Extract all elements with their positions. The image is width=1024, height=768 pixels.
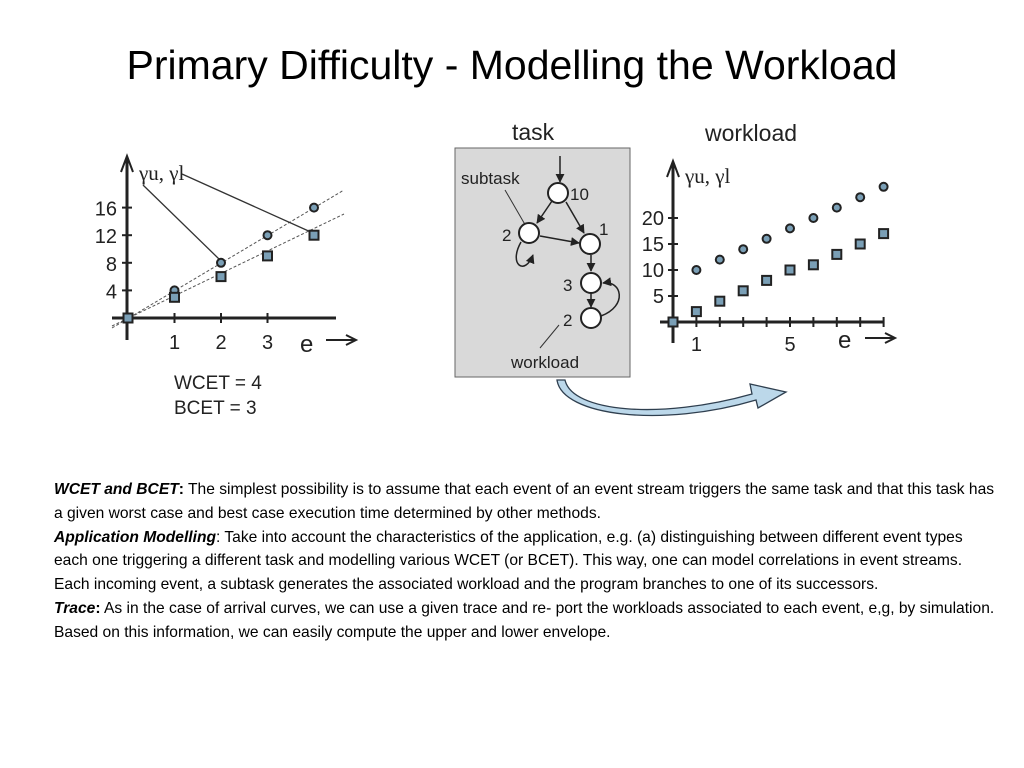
paragraph-trace (54, 597, 999, 645)
colon-trace: : (95, 599, 101, 617)
left-y-tick-label: 8 (105, 253, 117, 276)
right-lower-point (715, 297, 724, 306)
task-node-2-label: 2 (502, 226, 512, 245)
paragraph-wcet-bcet (54, 478, 999, 526)
left-upper-point (264, 231, 272, 239)
left-lower-point (310, 231, 319, 240)
left-lower-point (124, 314, 133, 323)
right-lower-point (832, 250, 841, 259)
right-axis-label: γu, γl (685, 164, 731, 188)
left-x-tick-label: 2 (215, 332, 227, 354)
right-lower-point (739, 286, 748, 295)
task-node-1 (580, 234, 600, 254)
right-lower-point (879, 229, 888, 238)
left-callout-lower (182, 174, 313, 233)
left-x-tick-label: 1 (168, 332, 181, 354)
task-node-10-label: 10 (570, 185, 589, 204)
left-points (124, 204, 319, 323)
right-x-tick-label: 5 (784, 334, 796, 356)
task-node-3-label: 3 (563, 276, 573, 295)
task-node-2b-label: 2 (563, 311, 573, 330)
left-lower-point (263, 251, 272, 260)
left-lower-point (170, 293, 179, 302)
right-lower-point (692, 307, 701, 316)
left-y-tick-label: 12 (94, 226, 117, 249)
body-text (54, 478, 999, 645)
text-wcet-bcet: The simplest possibility is to assume that each event of an event stream triggers the same task and that this task has a given worst case and best case execution time determined by other methods. (54, 481, 995, 522)
right-chart-header: workload (705, 120, 798, 146)
colon-wcet-bcet: : (178, 481, 184, 498)
workload-transition-arrow (557, 380, 786, 415)
right-y-tick-label: 15 (641, 234, 664, 256)
task-node-2 (519, 223, 539, 243)
left-lower-point (217, 272, 226, 281)
left-callout-upper (143, 185, 219, 259)
right-lower-point (762, 276, 771, 285)
paragraph-application-modelling (54, 526, 999, 597)
left-upper-point (217, 259, 225, 267)
right-x-axis-label: e (838, 327, 852, 354)
task-node-10 (548, 183, 568, 203)
right-points (669, 183, 889, 327)
left-chart (95, 156, 356, 419)
right-upper-point (809, 214, 817, 222)
task-node-1-label: 1 (599, 220, 609, 239)
right-upper-point (716, 256, 724, 264)
right-chart (642, 120, 895, 356)
left-upper-point (310, 204, 318, 212)
text-application-modelling: : Take into account the characteristics of the application, e.g. (a) distinguishing between different event types each one triggering a different task and modelling various WCET (or BCET). This way, one can model correlations in event streams. Each incoming event, a subtask generates the associated workload and the program branches to one of its successors. (54, 528, 963, 594)
right-upper-point (880, 183, 888, 191)
term-application-modelling: Application Modelling (54, 528, 216, 546)
left-x-axis-arrow (326, 335, 356, 345)
right-y-tick-label: 20 (641, 208, 664, 230)
right-upper-point (856, 193, 864, 201)
wcet-label: WCET = 4 (174, 373, 262, 394)
task-node-3 (581, 273, 601, 293)
right-upper-point (739, 245, 747, 253)
right-lower-point (809, 260, 818, 269)
right-upper-point (763, 235, 771, 243)
task-node-2b (581, 308, 601, 328)
task-graph (455, 119, 630, 377)
left-y-tick-label: 16 (94, 198, 117, 221)
right-lower-point (786, 266, 795, 275)
left-axis-label: γu, γl (139, 161, 185, 185)
right-origin-point (669, 318, 678, 327)
right-lower-point (856, 240, 865, 249)
text-trace: As in the case of arrival curves, we can use a given trace and re- port the workloads associated to each event, e,g, by simulation. Based on this information, we can easily compute the upper and lower envelope. (54, 599, 995, 641)
right-upper-point (692, 266, 700, 274)
term-wcet-bcet: WCET and BCET (54, 481, 179, 498)
left-x-tick-label: 3 (261, 332, 274, 354)
left-y-tick-label: 4 (105, 281, 117, 304)
slide-title: Primary Difficulty - Modelling the Workload (126, 42, 898, 88)
workload-label: workload (511, 353, 580, 372)
right-y-tick-label: 5 (652, 286, 664, 308)
right-y-tick-label: 10 (641, 260, 664, 282)
subtask-label: subtask (461, 169, 520, 188)
task-header: task (512, 119, 555, 145)
right-x-tick-label: 1 (690, 334, 702, 356)
left-x-axis-label: e (300, 331, 314, 358)
right-x-axis-arrow (865, 333, 895, 343)
term-trace: Trace (54, 599, 96, 617)
right-upper-point (833, 204, 841, 212)
left-envelope-upper-line (112, 190, 344, 328)
bcet-label: BCET = 3 (174, 398, 257, 419)
right-upper-point (786, 224, 794, 232)
